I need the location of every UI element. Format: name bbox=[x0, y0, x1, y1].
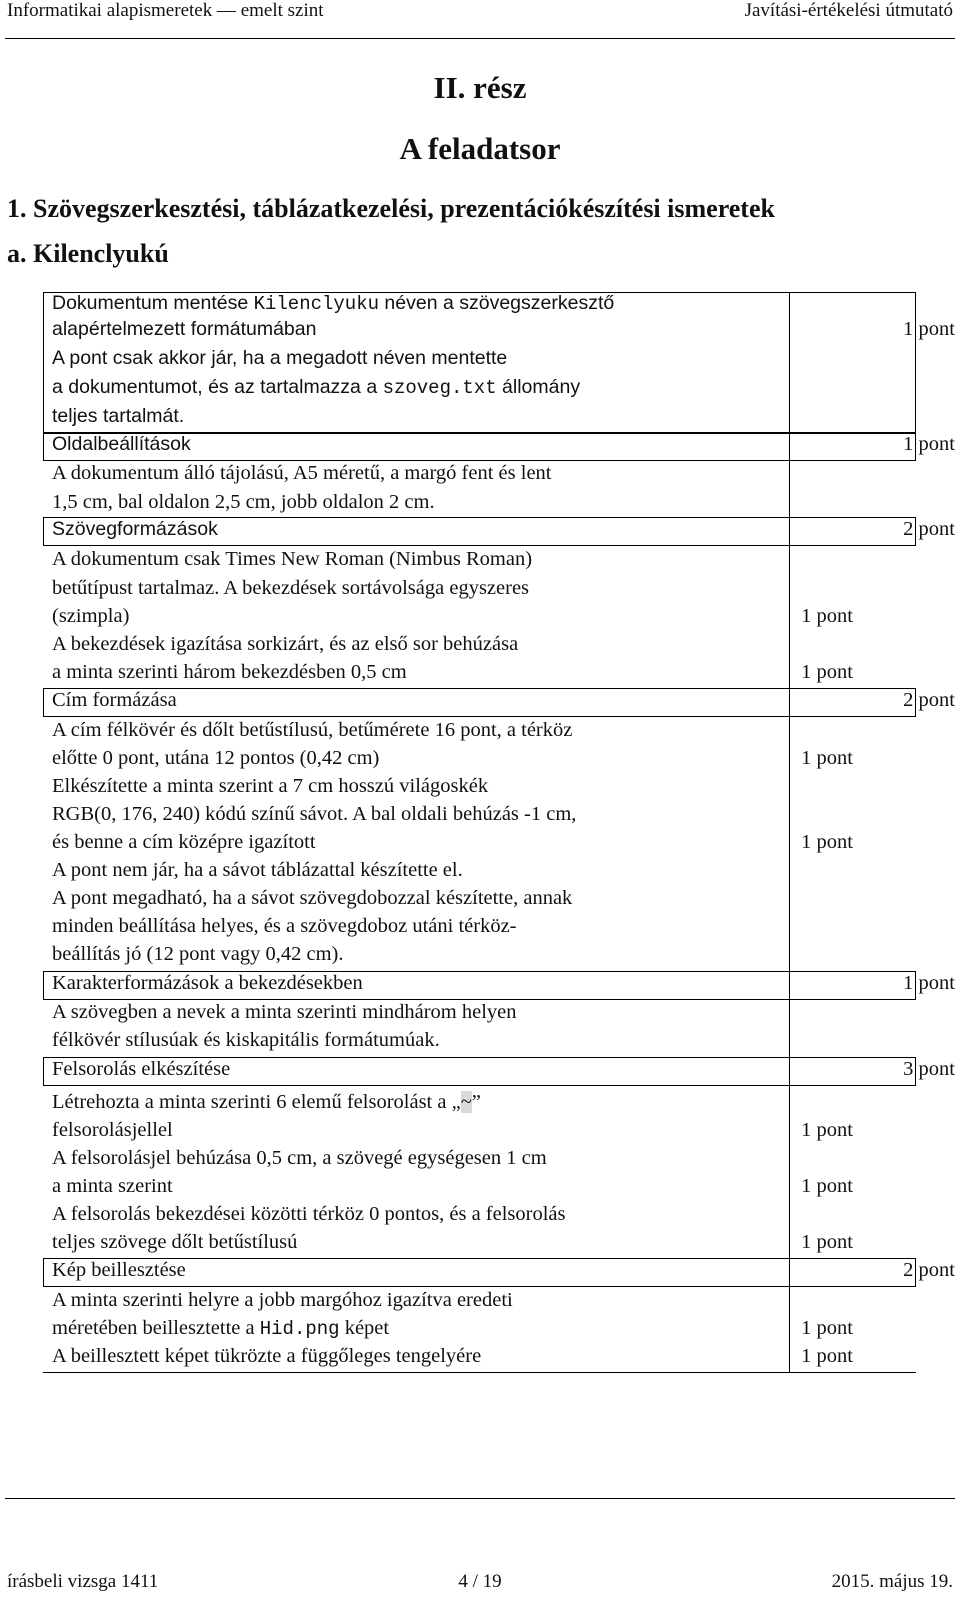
header-left: Informatikai alapismeretek — emelt szint bbox=[7, 0, 324, 21]
score: 1 pont bbox=[801, 1345, 853, 1367]
part-title: II. rész bbox=[433, 70, 527, 105]
score: 1 pont bbox=[801, 661, 853, 683]
score: 2 pont bbox=[903, 1259, 955, 1281]
score: 1 pont bbox=[903, 972, 955, 994]
footer-date: 2015. május 19. bbox=[831, 1571, 953, 1592]
score: 1 pont bbox=[801, 1175, 853, 1197]
score: 1 pont bbox=[903, 318, 955, 340]
score: 3 pont bbox=[903, 1058, 955, 1080]
score: 2 pont bbox=[903, 689, 955, 711]
score: 1 pont bbox=[801, 1231, 853, 1253]
score: 1 pont bbox=[903, 433, 955, 455]
table-bottom-rule bbox=[43, 1372, 916, 1373]
header-right: Javítási-értékelési útmutató bbox=[744, 0, 953, 21]
score: 1 pont bbox=[801, 1317, 853, 1339]
grading-table: Dokumentum mentése Kilenclyuku néven a szövegszerkesztő alapértelmezett formátumában 1 pont A pont csak akkor jár, ha a megadott néven mentette a dokumentumot, és az tartalmazza a szoveg.txt állomány teljes tartalmát. Oldalbeállítások 1 pont A dokumentum álló tájolású, A5 méretű, a margó fent és lent 1,5 cm, bal oldalon 2,5 cm, jobb oldalon 2 cm. Szövegformázások 2 pont A dokumentum csak Times New Roman (Nimbus Roman) betűtípust tartalmaz. A bekezdések sortávolsága egyszeres (szimpla) 1 pont A bekezdések igazítása sorkizárt, és az első sor behúzása a minta szerinti három bekezdésben 0,5 cm 1 pont Cím formázása 2 pont A cím félkövér és dőlt betűstílusú, betűmérete 16 pont, a térköz előtte 0 pont, utána 12 pontos (0,42 cm) 1 pont Elkészítette a minta szerint a 7 cm hosszú világoskék RGB(0, 176, 240) kódú színű sávot. A bal oldali behúzás -1 cm, és benne a cím középre igazított 1 pont A pont nem jár, ha a sávot táblázattal készítette el. A pont megadható, ha a sávot szövegdobozzal készítette, annak minden beállítása helyes, és a szövegdoboz utáni térköz- beállítás jó (12 pont vagy 0,42 cm). Karakterformázások a bekezdésekben 1 pont A szövegben a nevek a minta szerinti mindhárom helyen félkövér stílusúak és kiskapitális formátumúak. Felsorolás elkészítése 3 pont Létrehozta a minta szerinti 6 elemű felsorolást a „~” felsorolásjellel 1 pont A felsorolásjel behúzása 0,5 cm, a szövegé egységesen 1 cm a minta szerint 1 pont A felsorolás bekezdései közötti térköz 0 pontos, és a felsorolás teljes szövege dőlt betűstílusú 1 pont Kép beillesztése 2 pont A minta szerinti helyre a jobb margóhoz igazítva eredeti méretében beillesztette a Hid.png képet 1 pont A beillesztett képet tükrözte a függőleges tengelyére 1 pont bbox=[43, 292, 916, 1414]
score: 1 pont bbox=[801, 1119, 853, 1141]
header-rule bbox=[5, 38, 955, 39]
score-column-divider bbox=[789, 292, 790, 1372]
score: 2 pont bbox=[903, 518, 955, 540]
section-heading: 1. Szövegszerkesztési, táblázatkezelési, prezentációkészítési ismeretek bbox=[7, 194, 775, 223]
score: 1 pont bbox=[801, 605, 853, 627]
score: 1 pont bbox=[801, 831, 853, 853]
footer-left: írásbeli vizsga 1411 bbox=[7, 1571, 159, 1592]
bullet-symbol: ~ bbox=[460, 1091, 472, 1113]
set-title: A feladatsor bbox=[399, 131, 561, 166]
score: 1 pont bbox=[801, 747, 853, 769]
footer-rule bbox=[5, 1498, 955, 1499]
page-number: 4 / 19 bbox=[458, 1571, 502, 1592]
subsection-heading: a. Kilenclyukú bbox=[7, 239, 169, 268]
page-header bbox=[0, 0, 960, 38]
